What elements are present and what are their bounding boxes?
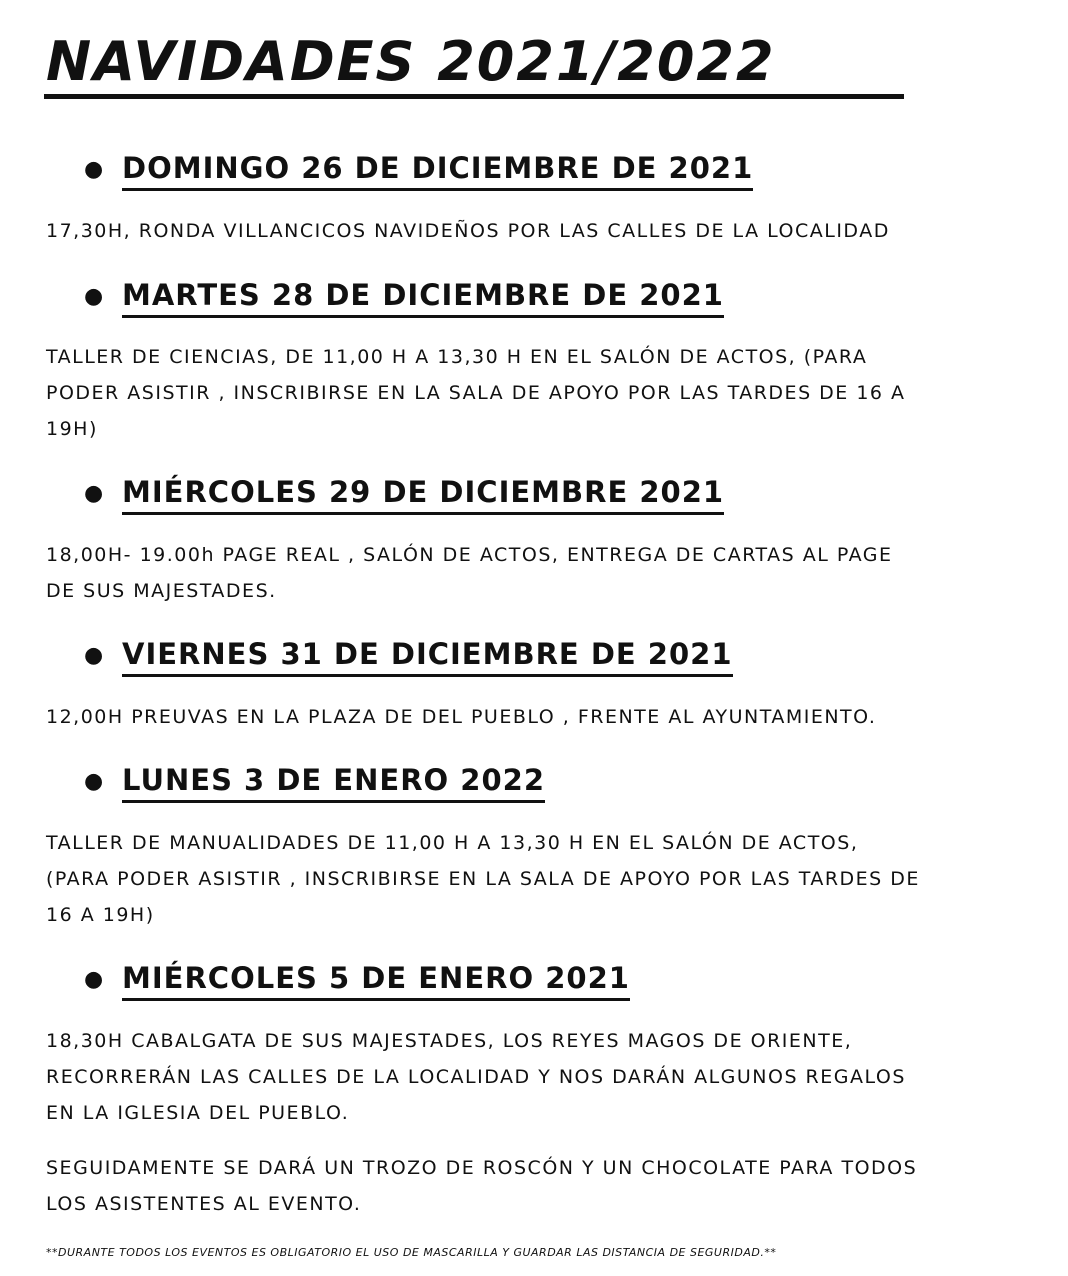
description-line: 17,30H, RONDA VILLANCICOS NAVIDEÑOS POR LAS CALLES DE LA LOCALIDAD	[46, 220, 890, 242]
description-line: 18,30H CABALGATA DE SUS MAJESTADES, LOS REYES MAGOS DE ORIENTE,	[46, 1030, 853, 1052]
event-extra-description	[46, 1150, 1046, 1222]
bullet-icon: ●	[84, 157, 105, 182]
description-line: TALLER DE MANUALIDADES DE 11,00 H A 13,30 H EN EL SALÓN DE ACTOS,	[46, 832, 859, 854]
description-line: TALLER DE CIENCIAS, DE 11,00 H A 13,30 H EN EL SALÓN DE ACTOS, (PARA	[46, 346, 868, 368]
event-heading	[84, 762, 545, 803]
title-underline	[44, 94, 904, 99]
event-description	[46, 825, 1046, 933]
event-description	[46, 1023, 1046, 1131]
description-line: DE SUS MAJESTADES.	[46, 580, 277, 602]
event-description	[46, 537, 1046, 609]
event-heading-text: VIERNES 31 DE DICIEMBRE DE 2021	[122, 636, 733, 677]
event-heading-text: DOMINGO 26 DE DICIEMBRE DE 2021	[122, 150, 753, 191]
event-heading	[84, 277, 724, 318]
event-heading	[84, 636, 733, 677]
event-heading	[84, 960, 630, 1001]
description-line: EN LA IGLESIA DEL PUEBLO.	[46, 1102, 350, 1124]
event-heading-text: MIÉRCOLES 5 DE ENERO 2021	[122, 960, 630, 1001]
event-heading-text: MARTES 28 DE DICIEMBRE DE 2021	[122, 277, 724, 318]
page-title: NAVIDADES 2021/2022	[46, 30, 776, 93]
description-line: 18,00H- 19.00h PAGE REAL , SALÓN DE ACTOS, ENTREGA DE CARTAS AL PAGE	[46, 544, 893, 566]
event-description	[46, 699, 1046, 735]
event-description	[46, 339, 1046, 447]
event-description	[46, 213, 1046, 249]
bullet-icon: ●	[84, 284, 105, 309]
description-line: 12,00H PREUVAS EN LA PLAZA DE DEL PUEBLO , FRENTE AL AYUNTAMIENTO.	[46, 706, 877, 728]
bullet-icon: ●	[84, 643, 105, 668]
event-heading	[84, 150, 753, 191]
description-line: (PARA PODER ASISTIR , INSCRIBIRSE EN LA SALA DE APOYO POR LAS TARDES DE	[46, 868, 920, 890]
description-line: 19H)	[46, 418, 98, 440]
bullet-icon: ●	[84, 967, 105, 992]
description-line: SEGUIDAMENTE SE DARÁ UN TROZO DE ROSCÓN Y UN CHOCOLATE PARA TODOS	[46, 1157, 918, 1179]
event-heading	[84, 474, 724, 515]
description-line: LOS ASISTENTES AL EVENTO.	[46, 1193, 362, 1215]
footnote: **DURANTE TODOS LOS EVENTOS ES OBLIGATORIO EL USO DE MASCARILLA Y GUARDAR LAS DISTANCIA DE SEGURIDAD.**	[46, 1246, 777, 1259]
event-heading-text: LUNES 3 DE ENERO 2022	[122, 762, 545, 803]
bullet-icon: ●	[84, 769, 105, 794]
event-heading-text: MIÉRCOLES 29 DE DICIEMBRE 2021	[122, 474, 724, 515]
bullet-icon: ●	[84, 481, 105, 506]
description-line: 16 A 19H)	[46, 904, 155, 926]
description-line: RECORRERÁN LAS CALLES DE LA LOCALIDAD Y NOS DARÁN ALGUNOS REGALOS	[46, 1066, 906, 1088]
description-line: PODER ASISTIR , INSCRIBIRSE EN LA SALA DE APOYO POR LAS TARDES DE 16 A	[46, 382, 906, 404]
